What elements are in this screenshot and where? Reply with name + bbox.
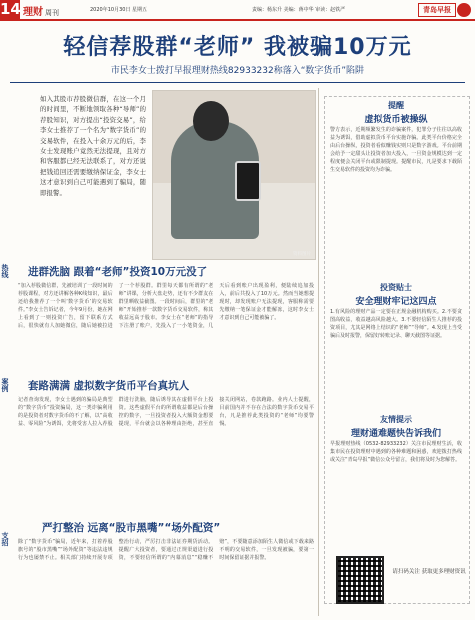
section-title: [23, 3, 59, 18]
intro-paragraph: 如入其股市荐股微信群，在这一个月的时间里，不断地领取各种“导师”的荐股知识，对方提出“投资交易”，给李女士推荐了一个名为“数字货币”的交易软件，在投入十余万元的后，李女士发现账户竟然无法提现，且对方和客服都已经无法联系了，对方还说把钱追回还需要缴纳保证金，李女士这才意识到自己可能遇到了骗局，随即报警。: [40, 95, 146, 197]
right-heading-3: 理财通难题快告诉我们: [350, 429, 441, 439]
side-tag-case: 案例: [1, 378, 9, 392]
side-tag-advice: 支招: [1, 532, 9, 546]
right-heading-2: 安全理财牢记这四点: [355, 297, 437, 307]
header-rule: [0, 19, 475, 21]
section2-heading: 套路满满 虚拟数字货币平台真坑人: [28, 380, 190, 392]
side-tag-hotline: 热线: [1, 264, 9, 278]
section3-body: 除了“数字货币”骗局，近年来，打着荐股旗号的“股市黑嘴”“场外配资”等违法违规行为也屡禁不止。相关部门持续开展专项整治行动，严厉打击非法证券期货活动。提醒广大投资者，要通过正规渠道进行投资，不要轻信所谓的“内幕消息”“稳赚不赔”，不要随意添加陌生人微信或下载来路不明的交易软件，一旦发现被骗，要第一时间保留证据并报警。: [18, 539, 314, 561]
right-tag-remind: 提醒: [388, 101, 404, 110]
phone-icon: [235, 161, 261, 201]
section-sub: 周刊: [45, 9, 59, 17]
right-heading-1: 虚拟货币被操纵: [364, 115, 428, 125]
section2-body: 记者查询发现，李女士遇到的骗局是典型的“数字货币”投资骗局，这一类诈骗利用的是投资者对数字货币的不了解，以“高收益、零风险”为诱饵，先将受害人拉入荐股群进行洗脑，随后诱导其在虚假平台上投资。这些虚假平台的所谓收益都是后台操控的数字，一旦投资者投入大额资金想要提现，平台就会以各种理由拒绝，甚至直接关闭网站，卷款跑路。业内人士提醒，目前国内并不存在合法的数字货币交易平台，凡是推荐此类投资的“老师”均要警惕。: [18, 397, 314, 427]
section1-body: “加入荐股微信群，先被培训了一段时间的荐股课程，对方还讲解各种K线知识，最后还给我推荐了一个叫‘数字货币’的交易软件。”李女士告诉记者，今年9月份，她在网上看到了一则投资广告，留下联系方式后，很快就有人加她微信，随后她被拉进了一个荐股群。群里每天都有所谓的“老师”讲课，分析大盘走势，还有不少群友在群里晒收益截图。一段时间后，群里的“老师”开始推荐一款数字货币交易软件，称其收益远高于股市。李女士在“老师”的指导下注册了账户，先投入了一小笔资金，几天后看到账户出现盈利，便陆续追加投入，前后共投入了10万元。然而当她想提现时，却发现账户无法提现，客服称需要先缴纳一笔保证金才能解冻，这时李女士才意识到自己可能被骗了。: [18, 283, 314, 329]
page-number: 14: [0, 0, 21, 18]
section3-heading: 严打整治 远离“股市黑嘴”“场外配资”: [42, 522, 221, 534]
newspaper-logo: 青岛早报: [418, 3, 456, 17]
issue-date: 2020年10月30日 星期五: [90, 7, 148, 13]
right-tag-notice: 友情提示: [380, 415, 412, 424]
headline-rule: [10, 82, 465, 83]
qr-code-icon[interactable]: [336, 556, 384, 604]
photo-credit: 资料图片: [293, 252, 311, 257]
person-head: [193, 101, 229, 141]
right-body-3: 早报理财热线（0532-82933232）关注市民理财生活，收集市民在投资理财中遇到的各种难题和困惑，欢迎拨打热线或关注“青岛早报”微信公众号留言，我们将及时为您解答。: [330, 441, 462, 463]
logo-mark-icon: [457, 3, 471, 17]
editor-credits: 责编：杨东升 美编：蒋中华 审读：赵铁严: [252, 7, 346, 13]
article-photo: [152, 90, 316, 260]
right-tag-tips: 投资贴士: [380, 283, 412, 292]
right-body-2: 1.有风险的理财产品一定要在正规金融机构购买。2.不要贪图高收益，收益越高风险越大。3.不要轻信陌生人推荐的投资项目，尤其是网络上结识的“老师”“导师”。4.发现上当受骗后及时报警，保留好转账记录、聊天截图等证据。: [330, 309, 462, 339]
section1-heading: 进群洗脑 跟着“老师”投资10万元没了: [28, 266, 208, 278]
section-name: 理财: [23, 7, 43, 18]
main-headline: 轻信荐股群“老师” 我被骗10万元: [63, 35, 412, 60]
right-body-1: 警方表示，近期频繁发生的诈骗案件，犯罪分子往往以高收益为诱饵，借助虚拟货币平台实施诈骗。此类平台价格完全由后台操纵，投资者看似赚钱实则只是数字游戏。平台前期会给予一定甜头让投资者加大投入，一旦资金规模达到一定程度便会关闭平台或限制提现。提醒市民，凡是要求下载陌生交易软件的投资均为诈骗。: [330, 127, 462, 173]
column-divider: [318, 88, 319, 616]
qr-caption: 请扫码关注 获取更多理财资讯: [392, 569, 466, 575]
sub-headline: 市民李女士拨打早报理财热线82933232称落入“数字货币”陷阱: [110, 66, 365, 76]
